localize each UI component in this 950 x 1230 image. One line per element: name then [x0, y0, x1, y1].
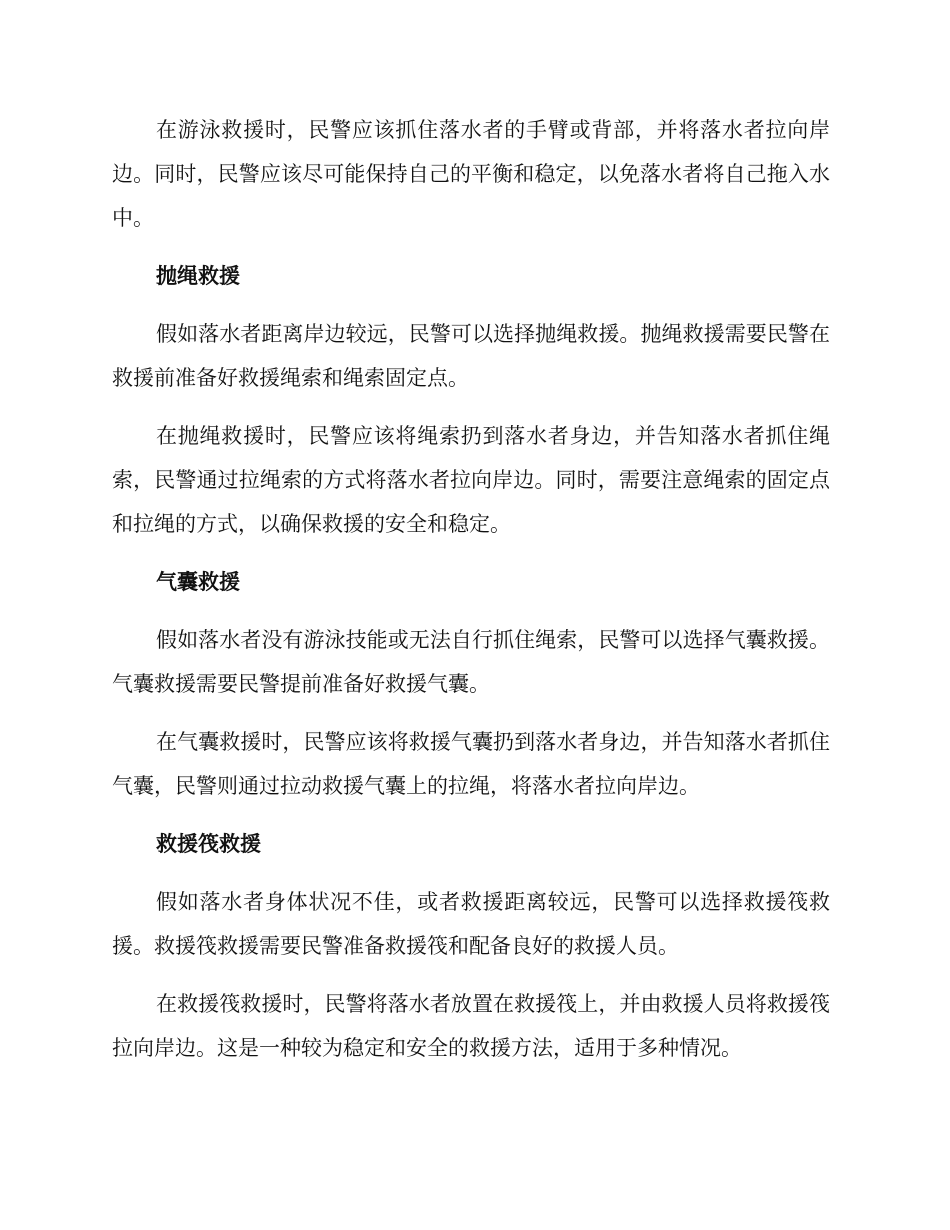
- paragraph-airbag-rescue-intro: 假如落水者没有游泳技能或无法自行抓住绳索，民警可以选择气囊救援。气囊救援需要民警提前准备好救援气囊。: [112, 628, 830, 696]
- paragraph-airbag-rescue-method: 在气囊救援时，民警应该将救援气囊扔到落水者身边，并告知落水者抓住气囊，民警则通过拉动救援气囊上的拉绳，将落水者拉向岸边。: [112, 730, 830, 798]
- paragraph-swim-rescue-method: 在游泳救援时，民警应该抓住落水者的手臂或背部，并将落水者拉向岸边。同时，民警应该尽可能保持自己的平衡和稳定，以免落水者将自己拖入水中。: [112, 118, 830, 230]
- paragraph-rope-rescue-intro: 假如落水者距离岸边较远，民警可以选择抛绳救援。抛绳救援需要民警在救援前准备好救援绳索和绳索固定点。: [112, 322, 830, 390]
- paragraph-rope-rescue-method: 在抛绳救援时，民警应该将绳索扔到落水者身边，并告知落水者抓住绳索，民警通过拉绳索的方式将落水者拉向岸边。同时，需要注意绳索的固定点和拉绳的方式，以确保救援的安全和稳定。: [112, 424, 830, 536]
- document-body: [112, 108, 830, 1084]
- section-heading-airbag-rescue: 气囊救援: [156, 570, 240, 594]
- section-heading-raft-rescue: 救援筏救援: [156, 832, 261, 856]
- paragraph-raft-rescue-method: 在救援筏救援时，民警将落水者放置在救援筏上，并由救援人员将救援筏拉向岸边。这是一种较为稳定和安全的救援方法，适用于多种情况。: [112, 992, 830, 1060]
- section-heading-rope-rescue: 抛绳救援: [156, 264, 240, 288]
- paragraph-raft-rescue-intro: 假如落水者身体状况不佳，或者救援距离较远，民警可以选择救援筏救援。救援筏救援需要民警准备救援筏和配备良好的救援人员。: [112, 890, 830, 958]
